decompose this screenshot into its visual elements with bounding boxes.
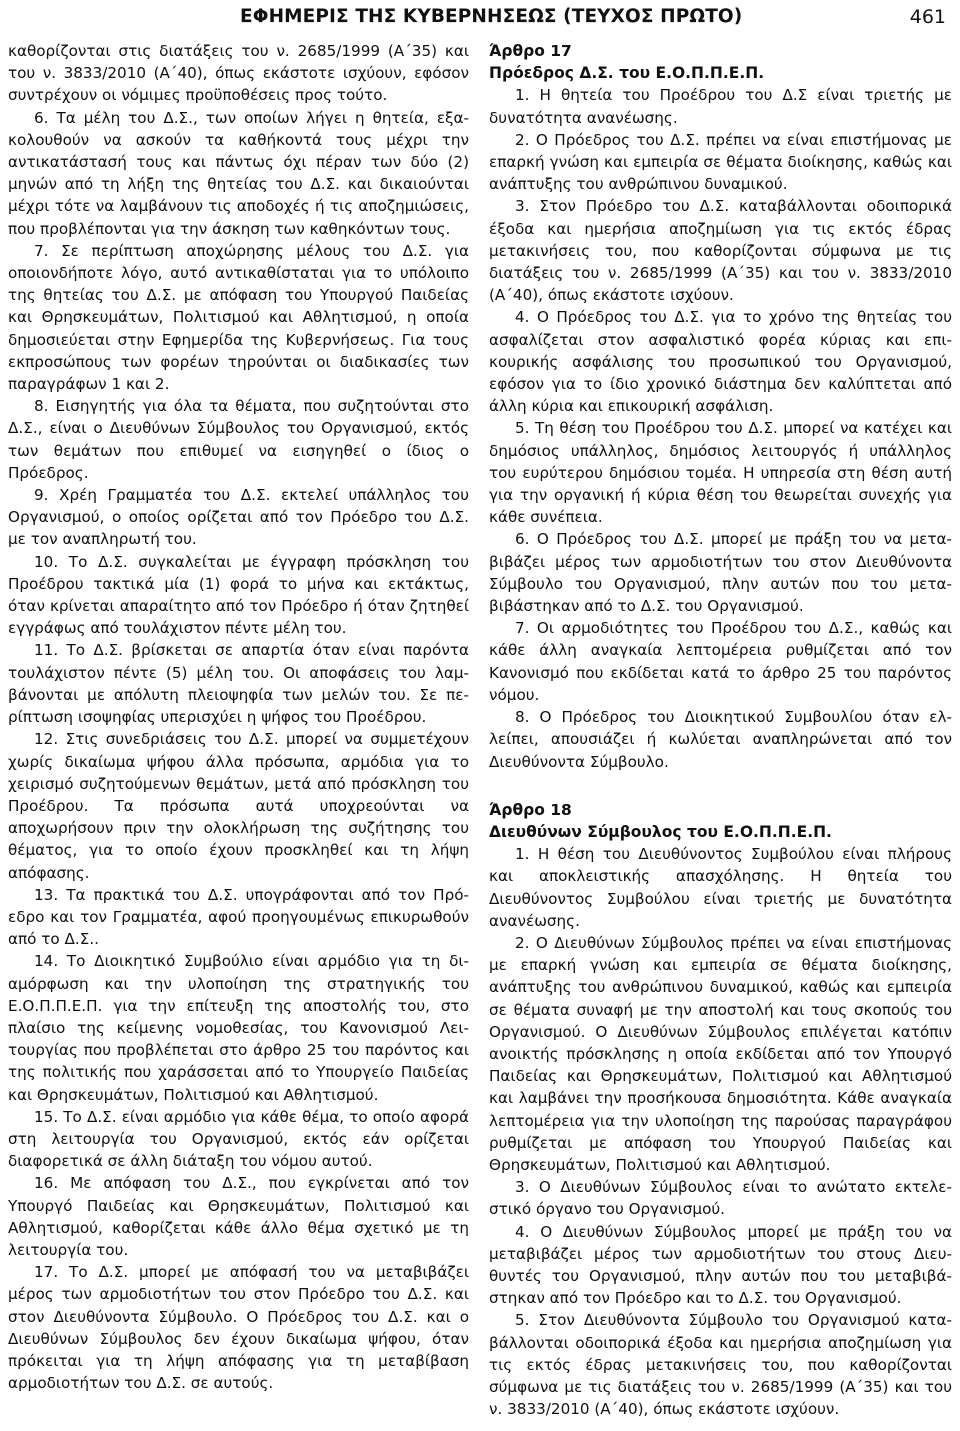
paragraph-12: 12. Στις συνεδριάσεις του Δ.Σ. μπορεί να συμμετέχουν χωρίς δικαίωμα ψήφου άλλα πρόσωπα, αρμόδια για το χειρισμό συζητούμενων θεμάτων, μετά από πρόσκληση του Προέδρου. Τα πρόσωπα αυτά υποχρεούνται να αποχωρήσουν πριν την ολοκλήρωση της συζήτησης του θέματος, για το οποίο έχουν προσκληθεί και τη λήψη απόφασης. bbox=[8, 730, 469, 882]
paragraph-8: 8. Εισηγητής για όλα τα θέματα, που συζητούνται στο Δ.Σ., είναι ο Διευθύνων Σύμβουλος του Οργανισμού, εκτός των θεμάτων που επιθυμεί να εισηγηθεί ο ίδιος ο Πρόεδρος. bbox=[8, 397, 469, 482]
paragraph-17: 17. Το Δ.Σ. μπορεί με απόφασή του να μεταβιβάζει μέρος των αρμοδιοτήτων του στον Πρόεδρο του Δ.Σ. και στον Διευθύνοντα Σύμβουλο. Ο Πρόεδρος του Δ.Σ. και ο Διευθύνων Σύμβουλος δεν έχουν δικαίωμα ψήφου, όταν πρόκειται για τη λήψη απόφασης για τη μεταβίβαση αρμοδιοτήτων του Δ.Σ. σε αυτούς. bbox=[8, 1263, 469, 1393]
article-17-title: Πρόεδρος Δ.Σ. του Ε.Ο.Π.Π.Ε.Π. bbox=[489, 64, 765, 83]
paragraph-9: 9. Χρέη Γραμματέα του Δ.Σ. εκτελεί υπάλληλος του Οργανισμού, ο οποίος ορίζεται από τον Πρόεδρο του Δ.Σ. με τον αναπληρωτή του. bbox=[8, 486, 469, 549]
article-17-paragraph: 7. Οι αρμοδιότητες του Προέδρου του Δ.Σ., καθώς και κάθε άλλη αναγκαία λεπτομέρεια ρυθμίζεται από τον Κανονισμό που εκδίδεται κατά το άρθρο 25 του παρόντος νόμου. bbox=[489, 619, 952, 704]
paragraph-16: 16. Με απόφαση του Δ.Σ., που εγκρίνεται από τον Υπουργό Παιδείας και Θρησκευμάτων, Πολιτισμού και Αθλητισμού, καθορίζεται κάθε άλλο θέμα σχετικό με τη λειτουργία του. bbox=[8, 1174, 469, 1259]
article-18-paragraph: 3. Ο Διευθύνων Σύμβουλος είναι το ανώτατο εκτελεστικό όργανο του Οργανισμού. bbox=[489, 1178, 952, 1219]
paragraph-15: 15. Το Δ.Σ. είναι αρμόδιο για κάθε θέμα, το οποίο αφορά στη λειτουργία του Οργανισμού, εκτός εάν ορίζεται διαφορετικά σε άλλη διάταξη του νόμου αυτού. bbox=[8, 1107, 469, 1171]
gazette-title: ΕΦΗΜΕΡΙΣ ΤΗΣ ΚΥΒΕΡΝΗΣΕΩΣ (ΤΕΥΧΟΣ ΠΡΩΤΟ) bbox=[240, 6, 743, 27]
paragraph-11: 11. Το Δ.Σ. βρίσκεται σε απαρτία όταν είναι παρόντα τουλάχιστον πέντε (5) μέλη του. Οι αποφάσεις του λαμβάνονται με απόλυτη πλειοψηφία των μελών του. Σε περίπτωση ισοψηφίας υπερισχύει η ψήφος του Προέδρου. bbox=[8, 641, 469, 727]
article-18-title: Διευθύνων Σύμβουλος του Ε.Ο.Π.Π.Ε.Π. bbox=[489, 822, 832, 841]
paragraph-7: 7. Σε περίπτωση αποχώρησης μέλους του Δ.Σ. για οποιονδήποτε λόγο, αυτό αντικαθίσταται για το υπόλοιπο της θητείας του Δ.Σ. με απόφαση του Υπουργού Παιδείας και Θρησκευμάτων, Πολιτισμού και Αθλητισμού, η οποία δημοσιεύεται στην Εφημερίδα της Κυβερνήσεως. Για τους εκπροσώπους των φορέων τηρούνται οι διαδικασίες των παραγράφων 1 και 2. bbox=[8, 241, 469, 394]
left-column bbox=[8, 40, 469, 1394]
article-18-paragraph: 5. Στον Διευθύνοντα Σύμβουλο του Οργανισμού καταβάλλονται οδοιπορικά έξοδα και ημερήσια αποζημίωση για τις εκτός έδρας μετακινήσεις του, που καθορίζονται σύμφωνα με τις διατάξεις του ν. 2685/1999 (Α΄35) και του ν. 3833/2010 (Α΄40), όπως εκάστοτε ισχύουν. bbox=[489, 1311, 952, 1419]
paragraph-10: 10. Το Δ.Σ. συγκαλείται με έγγραφη πρόσκληση του Προέδρου τακτικά μία (1) φορά το μήνα και εκτάκτως, όταν κρίνεται απαραίτητο από τον Πρόεδρο ή όταν ζητηθεί εγγράφως από τουλάχιστον πέντε μέλη του. bbox=[8, 552, 469, 638]
article-17-paragraph: 5. Τη θέση του Προέδρου του Δ.Σ. μπορεί να κατέχει και δημόσιος υπάλληλος, δημόσιος λειτουργός ή υπάλληλος του ευρύτερου δημόσιου τομέα. Η υπηρεσία στη θέση αυτή για την οργανική ή κύρια θέση του θεωρείται συνεχής για κάθε συνέπεια. bbox=[489, 419, 952, 527]
page-number: 461 bbox=[909, 6, 946, 28]
article-18-paragraph: 2. Ο Διευθύνων Σύμβουλος πρέπει να είναι επιστήμονας με επαρκή γνώση και εμπειρία σε θέματα διοίκησης, ανάπτυξης του ανθρώπινου δυναμικού, καθώς και εμπειρία σε θέματα συναφή με την αποστολή και τους σκοπούς του Οργανισμού. Ο Διευθύνων Σύμβουλος επιλέγεται κατόπιν ανοικτής πρόσκλησης η οποία εκδίδεται από τον Υπουργό Παιδείας και Θρησκευμάτων, Πολιτισμού και Αθλητισμού και λαμβάνει την προσήκουσα δημοσιότητα. Κάθε αναγκαία λεπτομέρεια για την υλοποίηση της παρούσας παραγράφου ρυθμίζεται με απόφαση του Υπουργού Παιδείας και Θρησκευμάτων, Πολιτισμού και Αθλητισμού. bbox=[489, 933, 952, 1174]
article-17-paragraph: 2. Ο Πρόεδρος του Δ.Σ. πρέπει να είναι επιστήμονας με επαρκή γνώση και εμπειρία σε θέματα διοίκησης, καθώς και ανάπτυξης του ανθρώπινου δυναμικού. bbox=[489, 130, 952, 194]
paragraph-13: 13. Τα πρακτικά του Δ.Σ. υπογράφονται από τον Πρόεδρο και τον Γραμματέα, αφού προηγουμένως επικυρωθούν από το Δ.Σ.. bbox=[8, 885, 469, 949]
article-17-paragraph: 8. Ο Πρόεδρος του Διοικητικού Συμβουλίου όταν ελλείπει, απουσιάζει ή κωλύεται αναπληρώνεται από τον Διευθύνοντα Σύμβουλο. bbox=[489, 708, 952, 771]
article-18-heading: Άρθρο 18 bbox=[489, 800, 572, 819]
paragraph-continuation: καθορίζονται στις διατάξεις του ν. 2685/1999 (Α΄35) και του ν. 3833/2010 (Α΄40), όπως εκάστοτε ισχύουν, εφόσον συντρέχουν οι νόμιμες προϋποθέσεις προς τούτο. bbox=[8, 42, 469, 105]
article-17-heading: Άρθρο 17 bbox=[489, 42, 572, 60]
paragraph-14: 14. Το Διοικητικό Συμβούλιο είναι αρμόδιο για τη διαμόρφωση και την υλοποίηση της στρατηγικής του Ε.Ο.Π.Π.Ε.Π. για την επίτευξη της αποστολής του, στο πλαίσιο της κείμενης νομοθεσίας, του Κανονισμού Λειτουργίας που προβλέπεται στο άρθρο 25 του παρόντος και της πολιτικής που χαράσσεται από το Υπουργείο Παιδείας και Θρησκευμάτων, Πολιτισμού και Αθλητισμού. bbox=[8, 952, 469, 1104]
paragraph-6: 6. Τα μέλη του Δ.Σ., των οποίων λήγει η θητεία, εξακολουθούν να ασκούν τα καθήκοντά τους μέχρι την αντικατάστασή τους και πάντως όχι πέραν των δύο (2) μηνών από τη λήξη της θητείας του Δ.Σ. και δικαιούνται μέχρι τότε να λαμβάνουν τις αποδοχές ή τις αποζημιώσεις, που προβλέπονται για την άσκηση των καθηκόντων τους. bbox=[8, 108, 469, 238]
right-column bbox=[489, 40, 952, 1420]
article-18-paragraph: 4. Ο Διευθύνων Σύμβουλος μπορεί με πράξη του να μεταβιβάζει μέρος των αρμοδιοτήτων του στους Διευθυντές του Οργανισμού, πλην αυτών που του μεταβιβάστηκαν από τον Πρόεδρο και το Δ.Σ. του Οργανισμού. bbox=[489, 1222, 952, 1308]
article-17-paragraph: 4. Ο Πρόεδρος του Δ.Σ. για το χρόνο της θητείας του ασφαλίζεται στον ασφαλιστικό φορέα κύριας και επικουρικής ασφάλισης του προσωπικού του Οργανισμού, εφόσον για το ίδιο χρονικό διάστημα δεν καλύπτεται από άλλη κύρια και επικουρική ασφάλιση. bbox=[489, 308, 952, 416]
section-spacer bbox=[489, 773, 952, 799]
article-17-paragraph: 3. Στον Πρόεδρο του Δ.Σ. καταβάλλονται οδοιπορικά έξοδα και ημερήσια αποζημίωση για τις εκτός έδρας μετακινήσεις του, που καθορίζονται σύμφωνα με τις διατάξεις του ν. 2685/1999 (Α΄35) και του ν. 3833/2010 (Α΄40), όπως εκάστοτε ισχύουν. bbox=[489, 197, 952, 305]
article-17-paragraph: 1. Η θητεία του Προέδρου του Δ.Σ είναι τριετής με δυνατότητα ανανέωσης. bbox=[489, 86, 952, 127]
page-header bbox=[0, 6, 960, 34]
article-18-paragraph: 1. Η θέση του Διευθύνοντος Συμβούλου είναι πλήρους και αποκλειστικής απασχόλησης. Η θητεία του Διευθύνοντος Συμβούλου είναι τριετής με δυνατότητα ανανέωσης. bbox=[489, 845, 952, 930]
article-17-paragraph: 6. Ο Πρόεδρος του Δ.Σ. μπορεί με πράξη του να μεταβιβάζει μέρος των αρμοδιοτήτων του στον Διευθύνοντα Σύμβουλο του Οργανισμού, πλην αυτών που του μεταβιβάστηκαν από το Δ.Σ. του Οργανισμού. bbox=[489, 530, 952, 616]
